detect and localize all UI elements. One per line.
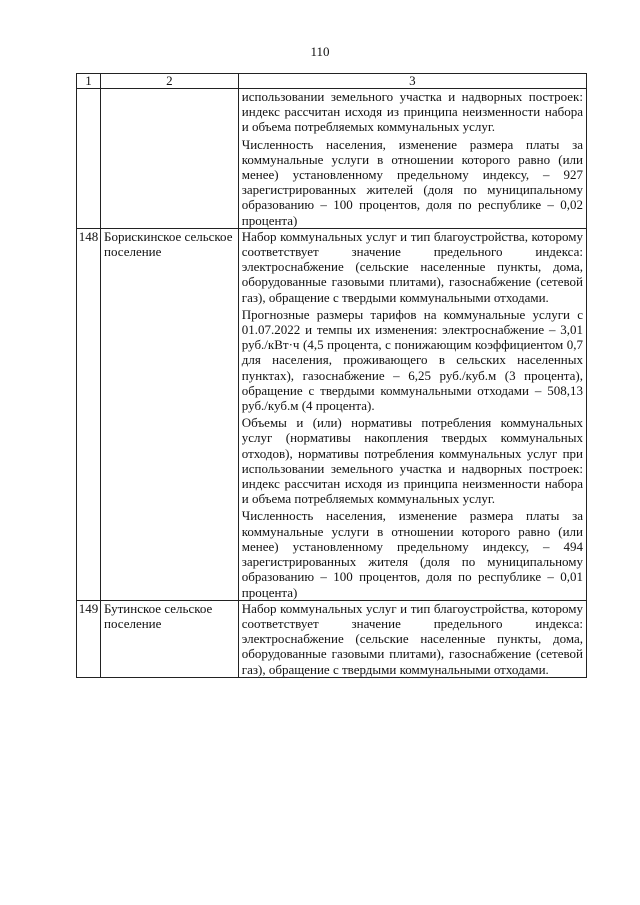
row-number [77,89,101,229]
municipality-name: Бутинское сельское поселение [100,600,238,677]
description-paragraph: Объемы и (или) нормативы потребления коммунальных услуг (нормативы накопления твердых коммунальных отходов), нормативы потребления коммунальных услуг при использовании земельного участка и надворных построек: индекс рассчитан исходя из принципа неизменности набора и объема потребляемых коммунальных услуг. [241,415,583,507]
description-paragraph: Численность населения, изменение размера платы за коммунальные услуги в отношении которого равно (или менее) установленному предельному индексу, – 494 зарегистрированных жителя (доля по муниципальному образованию – 100 процентов, доля по республике – 0,01 процента) [241,508,583,600]
column-header-number: 1 [77,74,101,89]
municipality-name: Борискинское сельское поселение [100,228,238,600]
table-header-row [77,74,587,89]
column-header-description: 3 [238,74,586,89]
description-paragraph: Численность населения, изменение размера платы за коммунальные услуги в отношении которого равно (или менее) установленному предельному индексу, – 927 зарегистрированных жителей (доля по муниципальному образованию – 100 процентов, доля по республике – 0,02 процента) [241,136,583,228]
row-description [238,600,586,677]
row-number: 149 [77,600,101,677]
row-description [238,228,586,600]
description-paragraph: Прогнозные размеры тарифов на коммунальные услуги с 01.07.2022 и темпы их изменения: электроснабжение – 3,01 руб./кВт·ч (4,5 процента, с понижающим коэффициентом 0,7 для населения, проживающего в сельских населенных пунктах), газоснабжение – 6,25 руб./куб.м (3 процента), обращение с твердыми коммунальными отходами – 508,13 руб./куб.м (4 процента). [241,306,583,414]
column-header-municipality: 2 [100,74,238,89]
table-row-149 [77,600,587,677]
table-row-continued [77,89,587,229]
table-row-148 [77,228,587,600]
municipality-name [100,89,238,229]
description-paragraph: Набор коммунальных услуг и тип благоустройства, которому соответствует значение предельного индекса: электроснабжение (сельские населенные пункты, дома, оборудованные газовыми плитами), газоснабжение (сетевой газ), обращение с твердыми коммунальными отходами. [241,600,583,677]
description-paragraph: использовании земельного участка и надворных построек: индекс рассчитан исходя из принципа неизменности набора и объема потребляемых коммунальных услуг. [241,89,583,135]
page-number: 110 [310,44,330,59]
description-paragraph: Набор коммунальных услуг и тип благоустройства, которому соответствует значение предельного индекса: электроснабжение (сельские населенные пункты, дома, оборудованные газовыми плитами), газоснабжение (сетевой газ), обращение с твердыми коммунальными отходами. [241,228,583,305]
row-number: 148 [77,228,101,600]
tariff-table [76,73,587,678]
row-description [238,89,586,229]
